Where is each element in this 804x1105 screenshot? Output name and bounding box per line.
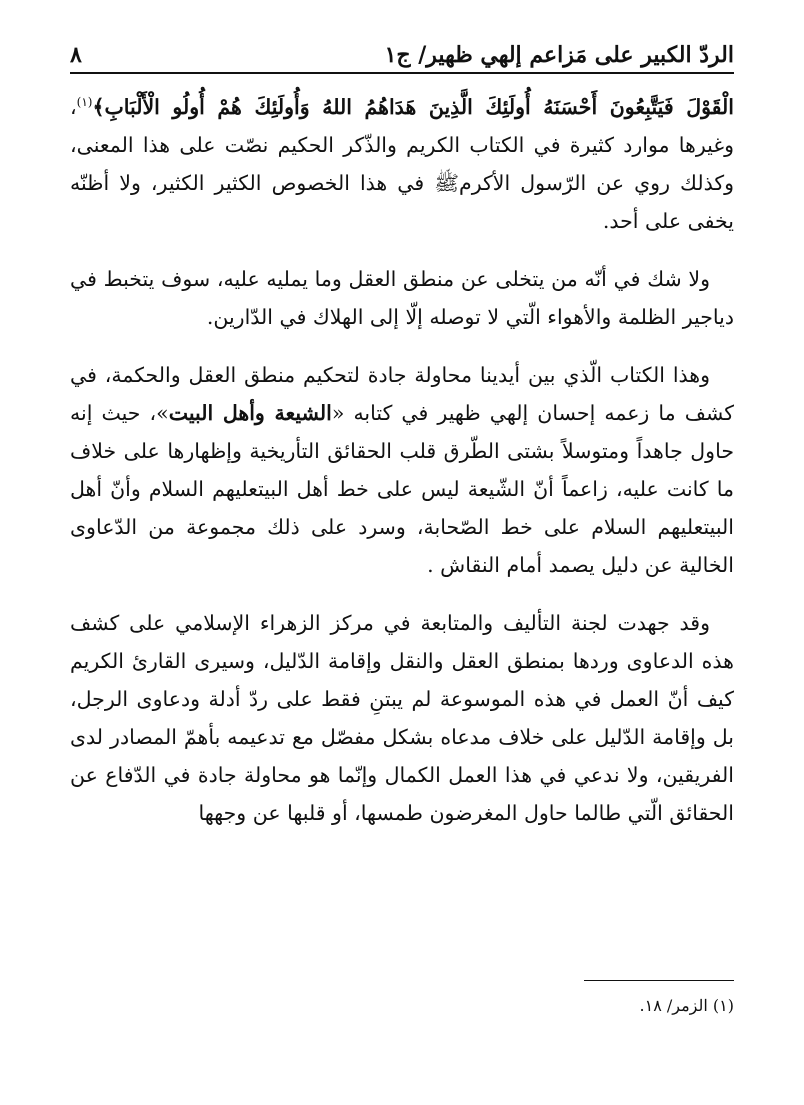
page-header xyxy=(70,28,734,74)
paragraph-1-text: ، وغيرها موارد كثيرة في الكتاب الكريم والذّكر الحكيم نصّت على هذا المعنى، وكذلك روي عن الرّسول الأكرمﷺ في هذا الخصوص الكثير الكثير، ولا أظنّه يخفى على أحد. xyxy=(70,95,734,233)
book-title: الشيعة وأهل البيت xyxy=(168,401,332,425)
page-number: ٨ xyxy=(70,42,82,68)
running-title: الردّ الكبير على مَزاعم إلهي ظهير/ ج١ xyxy=(384,42,734,68)
paragraph-1 xyxy=(70,88,734,240)
paragraph-3-text-after: »، حيث إنه حاول جاهداً ومتوسلاً بشتى الطّرق قلب الحقائق التأريخية وإظهارها على خلاف ما كانت عليه، زاعماً أنّ الشّيعة ليس على خط أهل البيتعليهم السلام وأنّ أهل البيتعليهم السلام على خط الصّحابة، وسرد على ذلك مجموعة من الدّعاوى الخالية عن دليل يصمد أمام النقاش . xyxy=(70,401,734,577)
footnote-marker: (١) xyxy=(76,95,93,110)
paragraph-3-text-before: وهذا الكتاب الّذي بين أيدينا محاولة جادة لتحكيم منطق العقل والحكمة، في كشف ما زعمه إحسان إلهي ظهير في كتابه « xyxy=(70,363,734,425)
quran-verse: الْقَوْلَ فَيَتَّبِعُونَ أَحْسَنَهُ أُولَئِكَ الَّذِينَ هَدَاهُمُ اللهُ وَأُولَئِكَ هُمْ أُولُو الْأَلْبَابِ﴾ xyxy=(92,95,734,119)
paragraph-3 xyxy=(70,356,734,584)
paragraph-4: وقد جهدت لجنة التأليف والمتابعة في مركز الزهراء الإسلامي على كشف هذه الدعاوى وردها بمنطق العقل والنقل وإقامة الدّليل، وسيرى القارئ الكريم كيف أنّ العمل في هذه الموسوعة لم يبتنِ فقط على ردّ أدلة ودعاوى الرجل، بل وإقامة الدّليل على خلاف مدعاه بشكل مفصّل مع تدعيمه بأهمّ المصادر لدى الفريقين، ولا ندعي في هذا العمل الكمال وإنّما هو محاولة جادة في الدّفاع عن الحقائق الّتي طالما حاول المغرضون طمسها، أو قلبها عن وجهها xyxy=(70,611,734,825)
footnote-divider xyxy=(584,980,734,981)
book-page xyxy=(70,28,734,1088)
paragraph-2: ولا شك في أنّه من يتخلى عن منطق العقل وما يمليه عليه، سوف يتخبط في دياجير الظلمة والأهواء الّتي لا توصله إلّا إلى الهلاك في الدّارين. xyxy=(70,267,734,329)
footnote: (١) الزمر/ ١٨. xyxy=(639,996,734,1015)
page-body xyxy=(70,88,734,832)
